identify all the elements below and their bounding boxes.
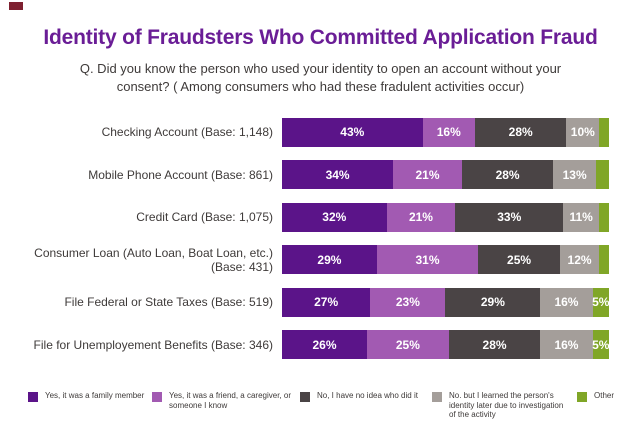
legend-swatch bbox=[300, 392, 310, 402]
bar-segment: 10% bbox=[566, 118, 599, 147]
legend-item bbox=[577, 391, 614, 402]
legend-label: No, I have no idea who did it bbox=[317, 391, 418, 400]
chart-row bbox=[0, 196, 641, 239]
bar-segment bbox=[599, 245, 609, 274]
stacked-bar bbox=[282, 118, 609, 147]
page-title: Identity of Fraudsters Who Committed Application Fraud bbox=[43, 26, 598, 49]
corner-logo-mark bbox=[9, 2, 23, 10]
bar-segment: 27% bbox=[282, 288, 370, 317]
category-label: File Federal or State Taxes (Base: 519) bbox=[64, 295, 273, 310]
bar-segment: 16% bbox=[540, 330, 592, 359]
bar-segment: 29% bbox=[445, 288, 540, 317]
category-label: File for Unemployement Benefits (Base: 346) bbox=[33, 337, 273, 352]
chart-row bbox=[0, 281, 641, 324]
legend-swatch bbox=[28, 392, 38, 402]
question-subtitle bbox=[0, 60, 641, 96]
bar-segment: 13% bbox=[553, 160, 596, 189]
bar-segment: 21% bbox=[387, 203, 456, 232]
bar-segment bbox=[596, 160, 609, 189]
bar-segment: 26% bbox=[282, 330, 367, 359]
category-label: Consumer Loan (Auto Loan, Boat Loan, etc.) (Base: 431) bbox=[34, 245, 273, 274]
category-label: Mobile Phone Account (Base: 861) bbox=[88, 167, 273, 182]
bar-segment: 31% bbox=[377, 245, 478, 274]
stacked-bar bbox=[282, 203, 609, 232]
bar-segment: 21% bbox=[393, 160, 462, 189]
legend-item bbox=[152, 391, 291, 410]
bar-segment: 32% bbox=[282, 203, 387, 232]
category-label: Credit Card (Base: 1,075) bbox=[136, 210, 273, 225]
question-subtitle-line2: consent? ( Among consumers who had these fradulent activities occur) bbox=[116, 79, 525, 94]
bar-segment: 28% bbox=[462, 160, 554, 189]
legend-label: Other bbox=[594, 391, 615, 400]
bar-segment: 16% bbox=[540, 288, 592, 317]
legend-item bbox=[432, 391, 563, 420]
legend-item bbox=[300, 391, 418, 402]
bar-segment: 25% bbox=[478, 245, 560, 274]
bar-segment: 23% bbox=[370, 288, 445, 317]
chart-row bbox=[0, 111, 641, 154]
stacked-bar bbox=[282, 245, 609, 274]
bar-segment: 29% bbox=[282, 245, 377, 274]
legend-item bbox=[28, 391, 144, 402]
bar-segment: 16% bbox=[423, 118, 475, 147]
bar-segment: 5% bbox=[593, 288, 609, 317]
legend-swatch bbox=[432, 392, 442, 402]
stacked-bar bbox=[282, 160, 609, 189]
stacked-bar bbox=[282, 330, 609, 359]
chart-row bbox=[0, 239, 641, 282]
question-subtitle-line1: Q. Did you know the person who used your identity to open an account without your bbox=[79, 61, 562, 76]
bar-segment bbox=[599, 118, 609, 147]
legend-swatch bbox=[152, 392, 162, 402]
bar-segment: 28% bbox=[449, 330, 541, 359]
legend-label: No. but I learned the person's identity later due to investigation of the activity bbox=[449, 391, 564, 419]
stacked-bar-chart bbox=[0, 111, 641, 366]
bar-segment: 11% bbox=[563, 203, 599, 232]
bar-segment: 12% bbox=[560, 245, 599, 274]
legend-label: Yes, it was a family member bbox=[45, 391, 145, 400]
bar-segment: 5% bbox=[593, 330, 609, 359]
stacked-bar bbox=[282, 288, 609, 317]
bar-segment: 28% bbox=[475, 118, 567, 147]
legend-swatch bbox=[577, 392, 587, 402]
bar-segment: 43% bbox=[282, 118, 423, 147]
legend-label: Yes, it was a friend, a caregiver, or someone I know bbox=[169, 391, 291, 410]
bar-segment: 25% bbox=[367, 330, 449, 359]
bar-segment: 34% bbox=[282, 160, 393, 189]
bar-segment bbox=[599, 203, 609, 232]
chart-row bbox=[0, 154, 641, 197]
category-label: Checking Account (Base: 1,148) bbox=[101, 125, 273, 140]
bar-segment: 33% bbox=[455, 203, 563, 232]
chart-row bbox=[0, 324, 641, 367]
